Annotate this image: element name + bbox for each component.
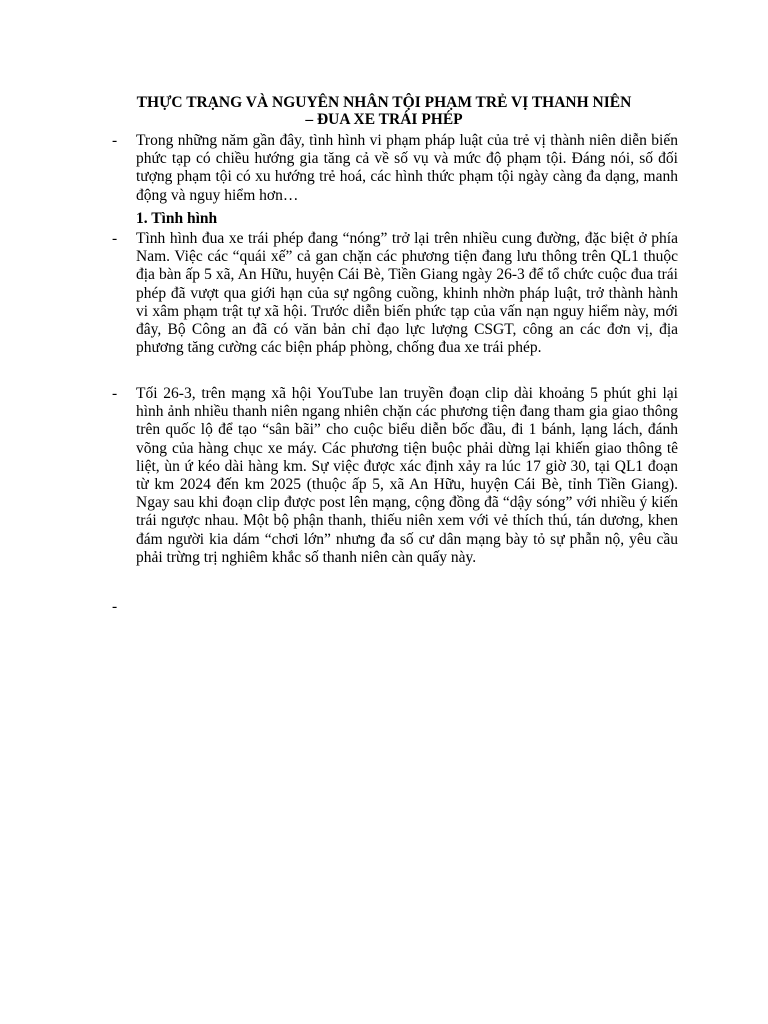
bullet-dash: - <box>112 598 118 615</box>
paragraph-incident: Tối 26-3, trên mạng xã hội YouTube lan truyền đoạn clip dài khoảng 5 phút ghi lại hình ảnh nhiều thanh niên ngang nhiên chặn các phương tiện đang tham gia giao thông trên quốc lộ để tạo “sân bãi” cho cuộc biểu diễn bốc đầu, đi 1 bánh, lạng lách, đánh võng của hàng chục xe máy. Các phương tiện buộc phải dừng lại khiến giao thông tê liệt, ùn ứ kéo dài hàng km. Sự việc được xác định xảy ra lúc 17 giờ 30, tại QL1 đoạn từ km 2024 đến km 2025 (thuộc ấp 5, xã An Hữu, huyện Cái Bè, tỉnh Tiền Giang). Ngay sau khi đoạn clip được post lên mạng, cộng đồng đã “dậy sóng” với nhiều ý kiến trái ngược nhau. Một bộ phận thanh, thiếu niên xem với vẻ thích thú, tán dương, khen đám người kia dám “chơi lớn” nhưng đa số cư dân mạng bày tỏ sự phẫn nộ, yêu cầu phải trừng trị nghiêm khắc số thanh niên càn quấy này. <box>136 385 678 566</box>
paragraph-intro: Trong những năm gần đây, tình hình vi phạm pháp luật của trẻ vị thành niên diễn biến phức tạp có chiều hướng gia tăng cả về số vụ và mức độ phạm tội. Đáng nói, số đối tượng phạm tội có xu hướng trẻ hoá, các hình thức phạm tội ngày càng đa dạng, manh động và nguy hiểm hơn… <box>136 132 678 204</box>
bullet-dash: - <box>112 132 118 149</box>
section-heading: 1. Tình hình <box>136 210 218 227</box>
bullet-dash: - <box>112 230 118 247</box>
document-title-line-2: – ĐUA XE TRÁI PHÉP <box>305 111 463 128</box>
bullet-dash: - <box>112 385 118 402</box>
paragraph-situation: Tình hình đua xe trái phép đang “nóng” trở lại trên nhiều cung đường, đặc biệt ở phía Nam. Việc các “quái xế” cả gan chặn các phương tiện đang lưu thông trên QL1 thuộc địa bàn ấp 5 xã, An Hữu, huyện Cái Bè, Tiền Giang ngày 26-3 để tổ chức cuộc đua trái phép đã vượt qua giới hạn của sự ngông cuồng, khinh nhờn pháp luật, trở thành hành vi xâm phạm trật tự xã hội. Trước diễn biến phức tạp của vấn nạn nguy hiểm này, mới đây, Bộ Công an đã có văn bản chỉ đạo lực lượng CSGT, công an các đơn vị, địa phương tăng cường các biện pháp phòng, chống đua xe trái phép. <box>136 230 678 357</box>
document-title-line-1: THỰC TRẠNG VÀ NGUYÊN NHÂN TỘI PHẠM TRẺ VỊ THANH NIÊN <box>136 94 632 111</box>
